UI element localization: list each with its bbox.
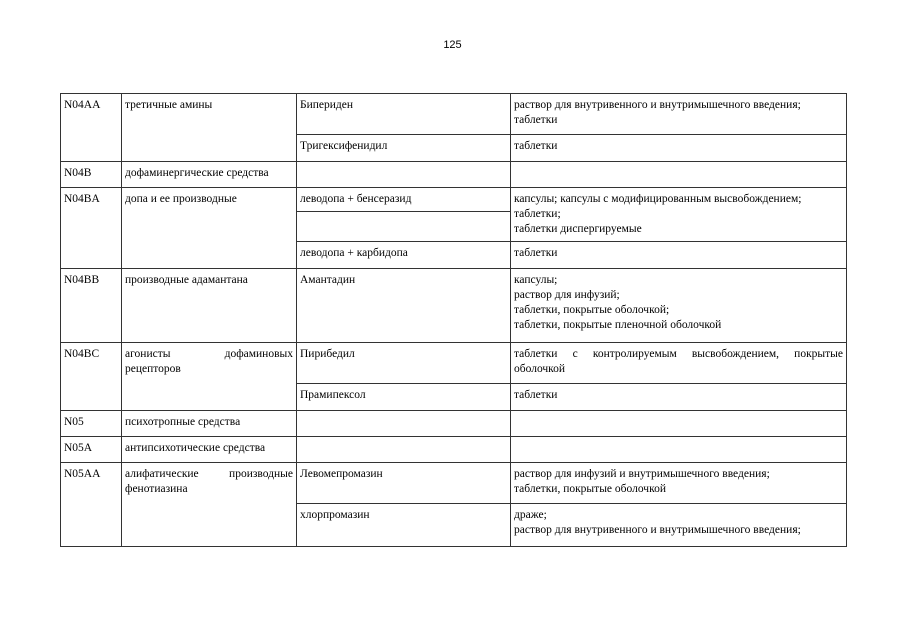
dosage-form-cell: таблетки [511,242,847,269]
drug-name-cell [297,212,511,242]
atc-code-cell: N04B [61,162,122,188]
atc-code-cell: N04BC [61,343,122,411]
table-row [61,269,847,343]
table-row [61,94,847,135]
drug-table [60,93,847,547]
dosage-form-cell: капсулы; раствор для инфузий; таблетки, покрытые оболочкой; таблетки, покрытые пленочной оболочкой [511,269,847,343]
pharmacological-group-cell: антипсихотические средства [122,437,297,463]
pharmacological-group-cell: алифатические производные фенотиазина [122,463,297,547]
table-row [61,411,847,437]
drug-name-cell: Тригексифенидил [297,135,511,162]
dosage-form-cell: таблетки [511,135,847,162]
drug-name-cell: Пирибедил [297,343,511,384]
drug-name-cell: Амантадин [297,269,511,343]
table-row [61,343,847,384]
atc-code-cell: N05AA [61,463,122,547]
pharmacological-group-cell: производные адамантана [122,269,297,343]
drug-name-cell [297,437,511,463]
drug-name-cell: хлорпромазин [297,504,511,547]
table-row [61,437,847,463]
atc-code-cell: N04BA [61,188,122,269]
table-row [61,463,847,504]
pharmacological-group-cell: допа и ее производные [122,188,297,269]
atc-code-cell: N04BB [61,269,122,343]
drug-name-cell: леводопа + карбидопа [297,242,511,269]
dosage-form-cell: драже; раствор для внутривенного и внутримышечного введения; [511,504,847,547]
table-row [61,188,847,212]
dosage-form-cell: капсулы; капсулы с модифицированным высвобождением; таблетки; таблетки диспергируемые [511,188,847,242]
pharmacological-group-cell: третичные амины [122,94,297,162]
pharmacological-group-cell: агонисты дофаминовых рецепторов [122,343,297,411]
drug-name-cell: Прамипексол [297,384,511,411]
drug-name-cell: Левомепромазин [297,463,511,504]
atc-code-cell: N05 [61,411,122,437]
dosage-form-cell [511,162,847,188]
dosage-form-cell [511,437,847,463]
atc-code-cell: N04AA [61,94,122,162]
drug-name-cell: леводопа + бенсеразид [297,188,511,212]
dosage-form-cell: раствор для внутривенного и внутримышечного введения; таблетки [511,94,847,135]
dosage-form-cell [511,411,847,437]
drug-name-cell [297,411,511,437]
table-row [61,162,847,188]
dosage-form-cell: таблетки с контролируемым высвобождением, покрытые оболочкой [511,343,847,384]
drug-name-cell [297,162,511,188]
pharmacological-group-cell: психотропные средства [122,411,297,437]
drug-name-cell: Бипериден [297,94,511,135]
dosage-form-cell: таблетки [511,384,847,411]
dosage-form-cell: раствор для инфузий и внутримышечного введения; таблетки, покрытые оболочкой [511,463,847,504]
page-number: 125 [443,39,462,51]
pharmacological-group-cell: дофаминергические средства [122,162,297,188]
atc-code-cell: N05A [61,437,122,463]
